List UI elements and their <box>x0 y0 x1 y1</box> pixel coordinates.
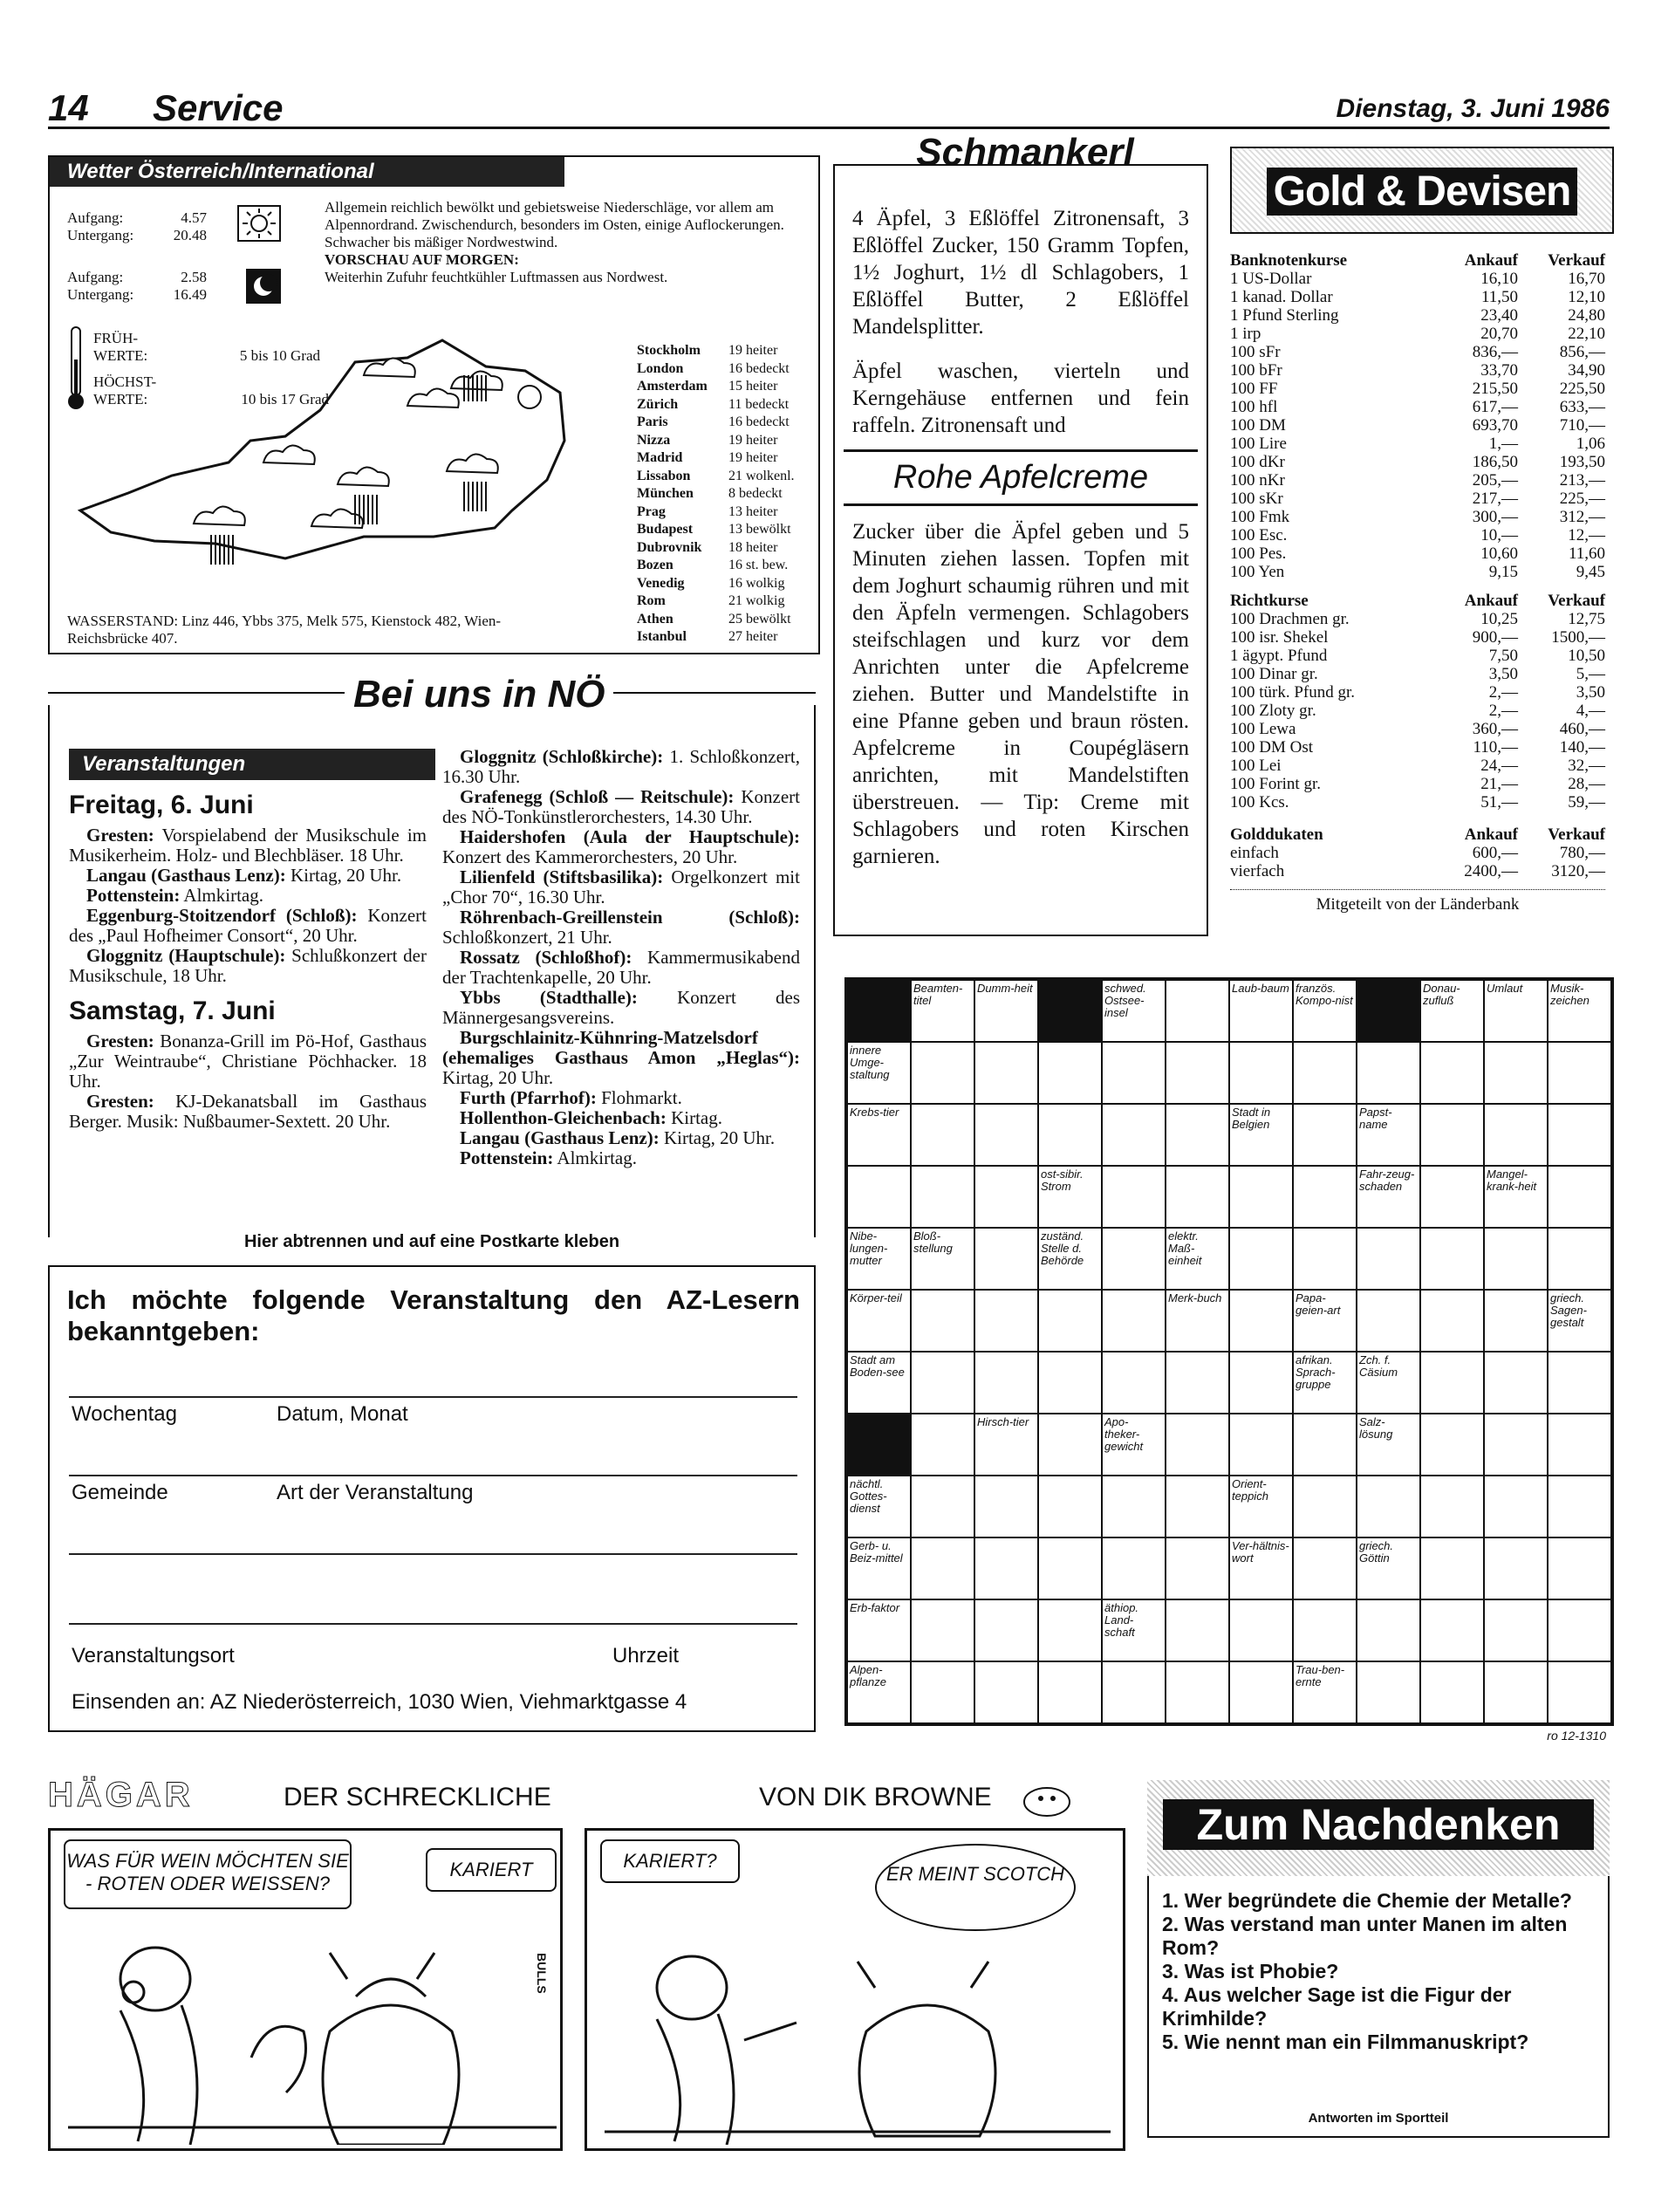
crossword-clue: französ. Kompo-nist <box>1293 980 1357 1042</box>
crossword-cell[interactable] <box>1420 1537 1484 1599</box>
rate-row: 1 ägypt. Pfund 7,50 10,50 <box>1230 647 1605 665</box>
crossword-cell[interactable] <box>1293 1104 1357 1166</box>
crossword-cell[interactable] <box>1293 1599 1357 1661</box>
crossword-cell[interactable] <box>1038 1042 1102 1104</box>
rate-row: 100 Pes. 10,60 11,60 <box>1230 544 1605 563</box>
rate-row: 100 Lire 1,— 1,06 <box>1230 435 1605 453</box>
rate-row: 1 Pfund Sterling 23,40 24,80 <box>1230 306 1605 325</box>
field-uhrzeit[interactable]: Uhrzeit <box>612 1644 680 1668</box>
sun-times: Aufgang: 4.57 Untergang: 20.48 Aufgang: 2.58 Untergang: 16.49 <box>67 209 207 303</box>
crossword-clue: Stadt am Boden-see <box>847 1352 911 1414</box>
send-address: Einsenden an: AZ Niederösterreich, 1030 Wien, Viehmarktgasse 4 <box>72 1690 687 1714</box>
quiz-box <box>1147 1876 1610 2138</box>
crossword-cell[interactable] <box>1166 1414 1229 1476</box>
crossword-cell[interactable] <box>1102 1661 1166 1723</box>
crossword-cell[interactable] <box>974 1290 1038 1352</box>
schmankerl-title: Schmankerl <box>916 131 1134 174</box>
crossword-block <box>847 1414 911 1476</box>
crossword-cell[interactable] <box>911 1537 974 1599</box>
event-submission-form <box>48 1265 816 1732</box>
crossword-cell[interactable] <box>911 1042 974 1104</box>
city-weather-list: Stockholm 19 heiter London 16 bedeckt Amsterdam 15 heiter Zürich 11 bedeckt Paris 16 bedeckt Nizza 19 heiter Madrid 19 heiter Lissabon 21 wolkenl. München 8 bedeckt Prag 13 heiter Budapest 13 bewölkt Dubrovnik 18 heiter Bozen 16 st. bew. Venedig 16 wolkig Rom 21 wolkig Athen 25 bewölkt Istanbul 27 heiter <box>637 343 795 644</box>
crossword-cell[interactable] <box>974 1599 1038 1661</box>
crossword-cell[interactable] <box>1484 1042 1548 1104</box>
rate-row: 100 bFr 33,70 34,90 <box>1230 361 1605 380</box>
crossword-clue: Papa-geien-art <box>1293 1290 1357 1352</box>
rate-row: 100 Yen 9,15 9,45 <box>1230 563 1605 581</box>
rate-row: 100 dKr 186,50 193,50 <box>1230 453 1605 471</box>
crossword-cell[interactable] <box>1102 1537 1166 1599</box>
event-item: Hollenthon-Gleichenbach: Kirtag. <box>460 1107 723 1128</box>
crossword-clue: Musik-zeichen <box>1548 980 1611 1042</box>
rate-row: 100 Drachmen gr. 10,25 12,75 <box>1230 610 1605 628</box>
water-level: WASSERSTAND: Linz 446, Ybbs 375, Melk 575, Kienstock 482, Wien-Reichsbrücke 407. <box>67 613 502 647</box>
day-saturday: Samstag, 7. Juni <box>69 996 276 1025</box>
crossword-cell[interactable] <box>1038 1599 1102 1661</box>
rate-row: 100 isr. Shekel 900,— 1500,— <box>1230 628 1605 647</box>
crossword-cell[interactable] <box>1166 1042 1229 1104</box>
rates-source: Mitgeteilt von der Länderbank <box>1230 889 1605 914</box>
crossword-cell[interactable] <box>1420 1228 1484 1290</box>
rate-row: 100 türk. Pfund gr. 2,— 3,50 <box>1230 683 1605 702</box>
crossword-cell[interactable] <box>1484 1228 1548 1290</box>
richtkurse-rows <box>1230 610 1605 812</box>
day-friday: Freitag, 6. Juni <box>69 791 254 819</box>
comic-subtitle: DER SCHRECKLICHE <box>284 1783 551 1811</box>
rate-row: 1 kanad. Dollar 11,50 12,10 <box>1230 288 1605 306</box>
event-item: Gloggnitz (Schloßkirche): 1. Schloßkonzert, 16.30 Uhr. <box>442 746 800 787</box>
crossword-cell[interactable] <box>1166 1476 1229 1537</box>
crossword-cell[interactable] <box>1357 1290 1420 1352</box>
crossword-clue: griech. Sagen-gestalt <box>1548 1290 1611 1352</box>
quiz-question: 1. Wer begründete die Chemie der Metalle? <box>1162 1889 1572 1912</box>
crossword-cell[interactable] <box>1420 1042 1484 1104</box>
speech-bubble-1: WAS FÜR WEIN MÖCHTEN SIE - ROTEN ODER WEISSEN? <box>64 1839 352 1909</box>
crossword-cell[interactable] <box>1038 1104 1102 1166</box>
crossword-clue: Papst-name <box>1357 1104 1420 1166</box>
crossword-cell[interactable] <box>974 1042 1038 1104</box>
crossword-cell[interactable] <box>1102 1104 1166 1166</box>
rate-row: 100 sFr 836,— 856,— <box>1230 343 1605 361</box>
crossword-cell[interactable] <box>974 1228 1038 1290</box>
cut-instruction: Hier abtrennen und auf eine Postkarte kleben <box>243 1232 620 1251</box>
crossword-cell[interactable] <box>1484 1290 1548 1352</box>
comic-author: VON DIK BROWNE <box>759 1783 992 1811</box>
field-ort[interactable]: Veranstaltungsort <box>72 1644 235 1668</box>
field-art[interactable]: Art der Veranstaltung <box>277 1481 474 1504</box>
quiz-question: 4. Aus welcher Sage ist die Figur der Krimhilde? <box>1162 1983 1512 2030</box>
crossword-cell[interactable] <box>1102 1352 1166 1414</box>
crossword-cell[interactable] <box>911 1414 974 1476</box>
saturday-events <box>69 1031 427 1132</box>
crossword-clue: äthiop. Land-schaft <box>1102 1599 1166 1661</box>
quiz-questions <box>1149 1876 1608 2054</box>
crossword-cell[interactable] <box>1420 1414 1484 1476</box>
crossword-clue: Beamten-titel <box>911 980 974 1042</box>
crossword-clue: nächtl. Gottes-dienst <box>847 1476 911 1537</box>
crossword-clue: Hirsch-tier <box>974 1414 1038 1476</box>
field-wochentag[interactable]: Wochentag <box>72 1402 177 1426</box>
crossword-cell[interactable] <box>1484 1599 1548 1661</box>
crossword-cell[interactable] <box>1548 1352 1611 1414</box>
speech-bubble-4: ER MEINT SCOTCH <box>875 1844 1076 1931</box>
moon-icon <box>246 269 281 304</box>
crossword-cell[interactable] <box>1038 1414 1102 1476</box>
crossword-cell[interactable] <box>1038 1661 1102 1723</box>
crossword-cell[interactable] <box>1420 1290 1484 1352</box>
crossword-cell[interactable] <box>974 1104 1038 1166</box>
comic-strip <box>48 1776 1130 2151</box>
crossword-clue: Alpen-pflanze <box>847 1661 911 1723</box>
quiz-question: 2. Was verstand man unter Manen im alten Rom? <box>1162 1913 1568 1959</box>
crossword-cell[interactable] <box>1420 1166 1484 1228</box>
crossword-cell[interactable] <box>1166 1166 1229 1228</box>
crossword-cell[interactable] <box>911 1290 974 1352</box>
gold-ducat-rows <box>1230 844 1605 880</box>
crossword-clue: innere Umge-staltung <box>847 1042 911 1104</box>
crossword-cell[interactable] <box>1484 1476 1548 1537</box>
event-item: Furth (Pfarrhof): Flohmarkt. <box>460 1087 682 1108</box>
event-item: Langau (Gasthaus Lenz): Kirtag, 20 Uhr. <box>460 1127 776 1148</box>
crossword-cell[interactable] <box>1548 1599 1611 1661</box>
event-item: Eggenburg-Stoitzendorf (Schloß): Konzert des „Paul Hofheimer Consort“, 20 Uhr. <box>69 905 427 946</box>
crossword-clue: Ver-hältnis-wort <box>1229 1537 1293 1599</box>
crossword-cell[interactable] <box>1102 1290 1166 1352</box>
crossword-cell[interactable] <box>911 1166 974 1228</box>
crossword-cell[interactable] <box>1229 1599 1293 1661</box>
crossword-clue: Körper-teil <box>847 1290 911 1352</box>
event-item: Gresten: Bonanza-Grill im Pö-Hof, Gasthaus „Zur Weintraube“, Christiane Pöchhacker. 18 Uhr. <box>69 1031 427 1092</box>
crossword-cell[interactable] <box>1484 1104 1548 1166</box>
crossword-cell[interactable] <box>1357 1661 1420 1723</box>
field-gemeinde[interactable]: Gemeinde <box>72 1481 168 1504</box>
crossword-clue: Orient-teppich <box>1229 1476 1293 1537</box>
crossword-clue: Laub-baum <box>1229 980 1293 1042</box>
event-item: Pottenstein: Almkirtag. <box>460 1147 637 1168</box>
crossword-clue: Donau-zufluß <box>1420 980 1484 1042</box>
rate-row: 1 US-Dollar 16,10 16,70 <box>1230 270 1605 288</box>
crossword-code: ro 12-1310 <box>1547 1729 1606 1743</box>
rate-row: 100 Kcs. 51,— 59,— <box>1230 793 1605 812</box>
rate-row: 100 sKr 217,— 225,— <box>1230 490 1605 508</box>
more-events <box>442 747 800 1168</box>
event-item: Grafenegg (Schloß — Reitschule): Konzert des NÖ-Tonkünstlerorchesters, 14.30 Uhr. <box>442 786 800 827</box>
crossword-cell[interactable] <box>1293 1476 1357 1537</box>
crossword-cell[interactable] <box>1548 1537 1611 1599</box>
crossword-cell[interactable] <box>1548 1166 1611 1228</box>
crossword-clue: schwed. Ostsee-insel <box>1102 980 1166 1042</box>
banknote-rows <box>1230 270 1605 581</box>
comic-panel-2 <box>585 1828 1125 2151</box>
crossword-cell[interactable] <box>1484 1414 1548 1476</box>
quiz-answer-note: Antworten im Sportteil <box>1308 2111 1449 2126</box>
crossword-cell[interactable] <box>1038 1290 1102 1352</box>
crossword-clue: ost-sibir. Strom <box>1038 1166 1102 1228</box>
crossword-block <box>1357 980 1420 1042</box>
crossword-cell[interactable] <box>1420 1104 1484 1166</box>
crossword-cell[interactable] <box>974 1476 1038 1537</box>
event-item: Burgschlainitz-Kühnring-Matzelsdorf (ehemaliges Gasthaus Amon „Heglas“): Kirtag, 20 Uhr. <box>442 1027 800 1088</box>
event-item: Langau (Gasthaus Lenz): Kirtag, 20 Uhr. <box>86 865 402 886</box>
crossword-cell[interactable] <box>1229 1290 1293 1352</box>
rate-row: 100 Dinar gr. 3,50 5,— <box>1230 665 1605 683</box>
event-item: Haidershofen (Aula der Hauptschule): Konzert des Kammerorchesters, 20 Uhr. <box>442 826 800 867</box>
crossword-cell[interactable] <box>1548 1042 1611 1104</box>
crossword-cell[interactable] <box>1548 1661 1611 1723</box>
crossword-cell[interactable] <box>1166 980 1229 1042</box>
form-title: Ich möchte folgende Veranstaltung den AZ-Lesern bekanntgeben: <box>67 1284 800 1346</box>
event-item: Röhrenbach-Greillenstein (Schloß): Schloßkonzert, 21 Uhr. <box>442 907 800 948</box>
crossword-clue: Zch. f. Cäsium <box>1357 1352 1420 1414</box>
issue-date: Dienstag, 3. Juni 1986 <box>1336 94 1610 123</box>
crossword-cell[interactable] <box>1166 1661 1229 1723</box>
recipe-box <box>833 164 1208 936</box>
crossword-cell[interactable] <box>1420 1476 1484 1537</box>
crossword-cell[interactable] <box>1357 1228 1420 1290</box>
author-logo-icon <box>1016 1776 1077 1819</box>
exchange-rate-table: Banknotenkurse Ankauf Verkauf 1 US-Dollar 16,10 16,70 1 kanad. Dollar 11,50 12,10 1 Pfund Sterling 23,40 24,80 1 irp 20,70 22,10 100 sFr 836,— 856,— 100 bFr 33,70 34,90 100 FF 215,50 225,50 100 hfl 617,— 633,— 100 DM 693,70 710,— 100 Lire 1,— 1,06 100 dKr 186,50 193,50 100 nKr 205,— 213,— 100 sKr 217,— 225,— 100 Fmk 300,— 312,— 100 Esc. 10,— 12,— 100 Pes. 10,60 11,60 100 Yen 9,15 9,45 Richtkurse Ankauf Verkauf 100 Drachmen gr. 10,25 12,75 100 isr. Shekel 900,— 1500,— 1 ägypt. Pfund 7,50 10,50 100 Dinar gr. 3,50 5,— 100 türk. Pfund gr. 2,— 3,50 100 Zloty gr. 2,— 4,— 100 Lewa 360,— 460,— 100 DM Ost 110,— 140,— 100 Lei 24,— 32,— 100 Forint gr. 21,— 28,— 100 Kcs. 51,— 59,— Golddukaten Ankauf Verkauf einfach 600,— 780,— vierfach 2400,— 3120,— Mitgeteilt von der Länderbank <box>1230 251 1605 914</box>
crossword-cell[interactable] <box>974 1166 1038 1228</box>
rate-row: 100 FF 215,50 225,50 <box>1230 380 1605 398</box>
event-item: Ybbs (Stadthalle): Konzert des Männergesangsvereins. <box>442 987 800 1028</box>
crossword-cell[interactable] <box>1293 1042 1357 1104</box>
crossword-cell[interactable] <box>1102 1228 1166 1290</box>
crossword-cell[interactable] <box>1038 1352 1102 1414</box>
rate-row: 1 irp 20,70 22,10 <box>1230 325 1605 343</box>
crossword-cell[interactable] <box>1357 1476 1420 1537</box>
crossword-cell[interactable] <box>1484 1352 1548 1414</box>
crossword-cell[interactable] <box>1484 1661 1548 1723</box>
crossword-clue: Gerb- u. Beiz-mittel <box>847 1537 911 1599</box>
crossword-cell[interactable] <box>1166 1352 1229 1414</box>
crossword-clue: Krebs-tier <box>847 1104 911 1166</box>
crossword-clue: Apo-theker-gewicht <box>1102 1414 1166 1476</box>
crossword-cell[interactable] <box>911 1104 974 1166</box>
crossword-cell[interactable] <box>911 1599 974 1661</box>
crossword-cell[interactable] <box>1229 1661 1293 1723</box>
quiz-question: 5. Wie nennt man ein Filmmanuskript? <box>1162 2031 1529 2053</box>
rate-row: 100 DM 693,70 710,— <box>1230 416 1605 435</box>
crossword-block <box>1038 980 1102 1042</box>
weather-box <box>48 155 820 654</box>
recipe-step-2: Zucker über die Äpfel geben und 5 Minuten ziehen lassen. Topfen mit dem Joghurt schaumig rühren und mit den Äpfeln vermengen. Schlagobers steifschlagen und kurz vor dem Anrichten unter die Apfelcreme ziehen. Butter und Mandelstifte in eine Pfanne geben und braun rösten. Apfelcreme in Coupégläsern anrichten, mit Mandelstiften überstreuen. — Tip: Creme mit Schlagobers und roten Kirschen garnieren. <box>852 520 1189 868</box>
crossword-cell[interactable] <box>1166 1104 1229 1166</box>
page-header <box>48 87 1610 129</box>
crossword-cell[interactable] <box>1293 1414 1357 1476</box>
event-item: Gloggnitz (Hauptschule): Schlußkonzert der Musikschule, 18 Uhr. <box>69 945 427 986</box>
recipe-step-1: Äpfel waschen, vierteln und Kerngehäuse entfernen und fein raffeln. Zitronensaft und <box>852 360 1189 437</box>
austria-weather-map <box>76 310 669 606</box>
temperature-values: FRÜH- WERTE: 5 bis 10 Grad HÖCHST- WERTE: 10 bis 17 Grad <box>93 330 329 407</box>
rate-row: 100 DM Ost 110,— 140,— <box>1230 738 1605 757</box>
crossword-cell[interactable] <box>1357 1599 1420 1661</box>
crossword-clue: Salz-lösung <box>1357 1414 1420 1476</box>
crossword-cell[interactable] <box>1548 1228 1611 1290</box>
rate-row: 100 Esc. 10,— 12,— <box>1230 526 1605 544</box>
rate-row: 100 Lei 24,— 32,— <box>1230 757 1605 775</box>
rate-row: 100 Forint gr. 21,— 28,— <box>1230 775 1605 793</box>
rate-row: 100 Fmk 300,— 312,— <box>1230 508 1605 526</box>
speech-bubble-2: KARIERT <box>426 1848 557 1892</box>
crossword-cell[interactable] <box>1357 1042 1420 1104</box>
crossword-cell[interactable] <box>1229 1166 1293 1228</box>
crossword-cell[interactable] <box>1420 1599 1484 1661</box>
crossword-cell[interactable] <box>1166 1599 1229 1661</box>
crossword-clue: Bloß-stellung <box>911 1228 974 1290</box>
crossword-clue: griech. Göttin <box>1357 1537 1420 1599</box>
crossword-cell[interactable] <box>1229 1414 1293 1476</box>
sun-icon <box>237 205 281 242</box>
section-title: Service <box>153 87 284 128</box>
rate-row: 100 Lewa 360,— 460,— <box>1230 720 1605 738</box>
crossword-cell[interactable] <box>974 1352 1038 1414</box>
crossword-cell[interactable] <box>1166 1537 1229 1599</box>
rate-row: einfach 600,— 780,— <box>1230 844 1605 862</box>
crossword-cell[interactable] <box>911 1476 974 1537</box>
crossword-clue: Stadt in Belgien <box>1229 1104 1293 1166</box>
weather-title: Wetter Österreich/International <box>50 157 564 187</box>
bulls-signature: BULLS <box>535 1953 549 1994</box>
crossword-cell[interactable] <box>1548 1476 1611 1537</box>
crossword-cell[interactable] <box>1102 1476 1166 1537</box>
crossword-cell[interactable] <box>1293 1537 1357 1599</box>
crossword-clue: Umlaut <box>1484 980 1548 1042</box>
event-item: Gresten: KJ-Dekanatsball im Gasthaus Berger. Musik: Nußbaumer-Sextett. 20 Uhr. <box>69 1091 427 1132</box>
hagar-scene-1 <box>68 1927 557 2145</box>
crossword-cell[interactable] <box>1293 1166 1357 1228</box>
crossword-cell[interactable] <box>1420 1352 1484 1414</box>
crossword-cell[interactable] <box>1420 1661 1484 1723</box>
crossword-cell[interactable] <box>1038 1537 1102 1599</box>
crossword-clue: zuständ. Stelle d. Behörde <box>1038 1228 1102 1290</box>
crossword <box>844 977 1614 1743</box>
gold-devisen-title: Gold & Devisen <box>1267 168 1577 216</box>
crossword-clue: Dumm-heit <box>974 980 1038 1042</box>
crossword-cell[interactable] <box>1484 1537 1548 1599</box>
recipe-title: Rohe Apfelcreme <box>844 449 1198 506</box>
crossword-clue: Nibe-lungen-mutter <box>847 1228 911 1290</box>
speech-bubble-3: KARIERT? <box>600 1839 740 1883</box>
weather-text: Allgemein reichlich bewölkt und gebietsweise Niederschläge, vor allem am Alpennordrand. Zwischendurch, besonders im Osten, einige Auflockerungen. Schwacher bis mäßiger Nordwestwind. VORSCHAU AUF MORGEN: Weiterhin Zufuhr feuchtkühler Luftmassen aus Nordwest. <box>325 199 784 285</box>
crossword-clue: Merk-buch <box>1166 1290 1229 1352</box>
quiz-title: Zum Nachdenken <box>1163 1799 1594 1850</box>
crossword-clue: Erb-faktor <box>847 1599 911 1661</box>
rate-row: 100 Zloty gr. 2,— 4,— <box>1230 702 1605 720</box>
quiz-question: 3. Was ist Phobie? <box>1162 1960 1339 1983</box>
crossword-cell[interactable] <box>847 1166 911 1228</box>
crossword-clue: elektr. Maß-einheit <box>1166 1228 1229 1290</box>
crossword-cell[interactable] <box>1102 1166 1166 1228</box>
quiz-header <box>1147 1780 1610 1876</box>
crossword-clue: Mangel-krank-heit <box>1484 1166 1548 1228</box>
event-item: Pottenstein: Almkirtag. <box>86 885 263 906</box>
crossword-cell[interactable] <box>911 1661 974 1723</box>
friday-events <box>69 825 427 986</box>
crossword-cell[interactable] <box>974 1537 1038 1599</box>
events-label: Veranstaltungen <box>69 749 435 780</box>
crossword-clue: Trau-ben-ernte <box>1293 1661 1357 1723</box>
crossword-cell[interactable] <box>1548 1414 1611 1476</box>
crossword-cell[interactable] <box>1548 1104 1611 1166</box>
recipe-ingredients: 4 Äpfel, 3 Eßlöffel Zitronensaft, 3 Eßlöffel Zucker, 150 Gramm Topfen, 1½ Joghurt, 1½ dl Schlagobers, 1 Eßlöffel Butter, 2 Eßlöffel Mandelsplitter. <box>852 207 1189 339</box>
field-datum[interactable]: Datum, Monat <box>277 1402 408 1426</box>
comic-title: HÄGAR <box>48 1776 194 1814</box>
crossword-cell[interactable] <box>1102 1042 1166 1104</box>
events-box <box>48 705 816 1237</box>
crossword-cell[interactable] <box>974 1661 1038 1723</box>
rate-row: 100 nKr 205,— 213,— <box>1230 471 1605 490</box>
comic-panel-1 <box>48 1828 563 2151</box>
crossword-cell[interactable] <box>1229 1352 1293 1414</box>
noe-title: Bei uns in NÖ <box>345 673 613 716</box>
crossword-cell[interactable] <box>911 1352 974 1414</box>
event-item: Rossatz (Schloßhof): Kammermusikabend der Trachtenkapelle, 20 Uhr. <box>442 947 800 988</box>
crossword-clue: afrikan. Sprach-gruppe <box>1293 1352 1357 1414</box>
crossword-cell[interactable] <box>1038 1476 1102 1537</box>
hagar-scene-2 <box>605 1935 1111 2145</box>
crossword-cell[interactable] <box>1229 1042 1293 1104</box>
crossword-clue: Fahr-zeug-schaden <box>1357 1166 1420 1228</box>
rate-row: 100 hfl 617,— 633,— <box>1230 398 1605 416</box>
crossword-cell[interactable] <box>1293 1228 1357 1290</box>
crossword-block <box>847 980 911 1042</box>
page-number: 14 <box>48 87 89 128</box>
rate-row: vierfach 2400,— 3120,— <box>1230 862 1605 880</box>
event-item: Lilienfeld (Stiftsbasilika): Orgelkonzert mit „Chor 70“, 16.30 Uhr. <box>442 866 800 907</box>
gold-devisen-header <box>1230 147 1614 234</box>
event-item: Gresten: Vorspielabend der Musikschule im Musikerheim. Holz- und Blechbläser. 18 Uhr. <box>69 825 427 866</box>
crossword-cell[interactable] <box>1229 1228 1293 1290</box>
